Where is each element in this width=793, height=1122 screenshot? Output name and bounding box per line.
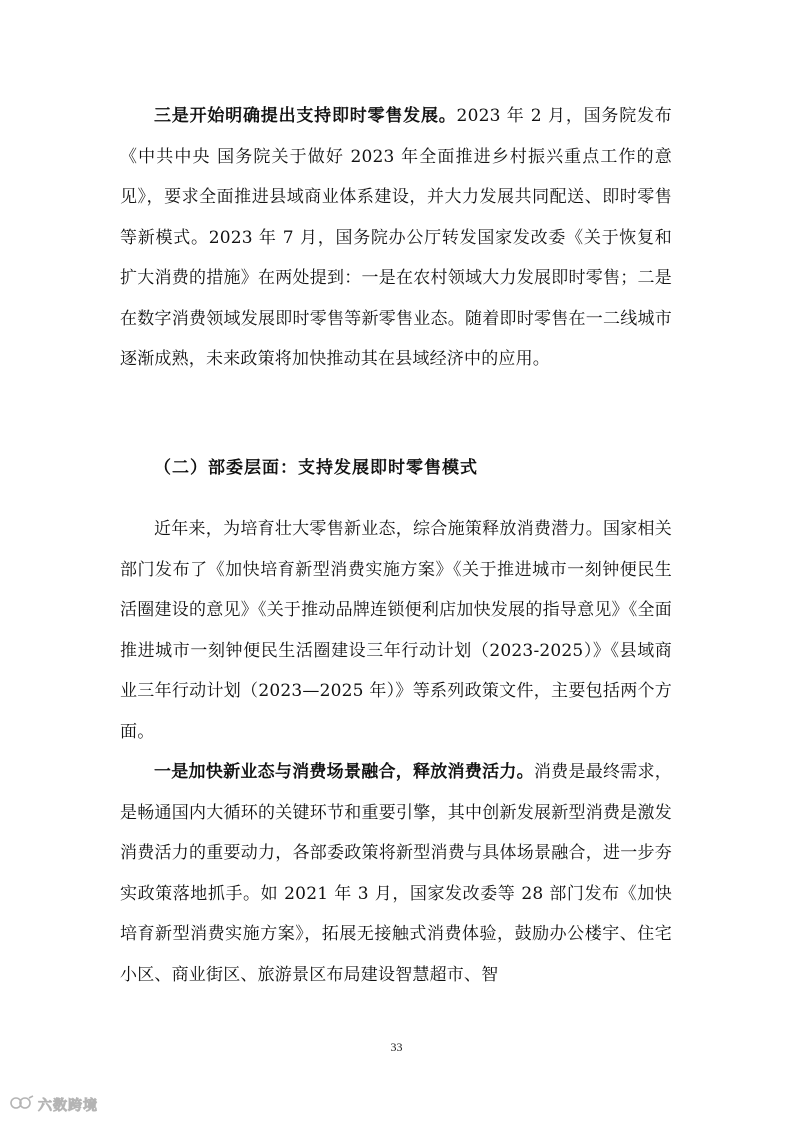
paragraph-body-text: 近年来，为培育壮大零售新业态，综合施策释放消费潜力。国家相关部门发布了《加快培育新型消费实施方案》《关于推进城市一刻钟便民生活圈建设的意见》《关于推动品牌连锁便利店加快发展的指导意见》《全面推进城市一刻钟便民生活圈建设三年行动计划（2023-2025）》《县域商业三年行动计划（2023—2025 年）》等系列政策文件，主要包括两个方面。 bbox=[120, 519, 672, 742]
watermark bbox=[10, 1094, 98, 1116]
paragraph-ministry-policies bbox=[120, 509, 672, 752]
paragraph-new-consumption bbox=[120, 752, 672, 995]
page-number: 33 bbox=[390, 1040, 403, 1054]
paragraph-body-text: 2023 年 2 月，国务院发布《中共中央 国务院关于做好 2023 年全面推进乡村振兴重点工作的意见》，要求全面推进县域商业体系建设，并大力发展共同配送、即时零售等新模式。2023 年 7 月，国务院办公厅转发国家发改委《关于恢复和扩大消费的措施》在两处提到：一是在农村领域大力发展即时零售；二是在数字消费领域发展即时零售等新零售业态。随着即时零售在一二线城市逐渐成熟，未来政策将加快推动其在县域经济中的应用。 bbox=[120, 106, 672, 369]
section-heading: （二）部委层面：支持发展即时零售模式 bbox=[154, 458, 478, 478]
watermark-logo-icon bbox=[10, 1094, 34, 1116]
watermark-text: 六数跨境 bbox=[38, 1098, 98, 1114]
paragraph-instant-retail-policy bbox=[120, 96, 672, 380]
paragraph-body-text: 消费是最终需求，是畅通国内大循环的关键环节和重要引擎，其中创新发展新型消费是激发消费活力的重要动力，各部委政策将新型消费与具体场景融合，进一步夯实政策落地抓手。如 2021 年 3 月，国家发改委等 28 部门发布《加快培育新型消费实施方案》，拓展无接触式消费体验，鼓励办公楼宇、住宅小区、商业街区、旅游景区布局建设智慧超市、智 bbox=[120, 762, 672, 985]
paragraph-lead-text: 三是开始明确提出支持即时零售发展。 bbox=[154, 106, 457, 126]
paragraph-lead-text: 一是加快新业态与消费场景融合，释放消费活力。 bbox=[154, 762, 534, 782]
